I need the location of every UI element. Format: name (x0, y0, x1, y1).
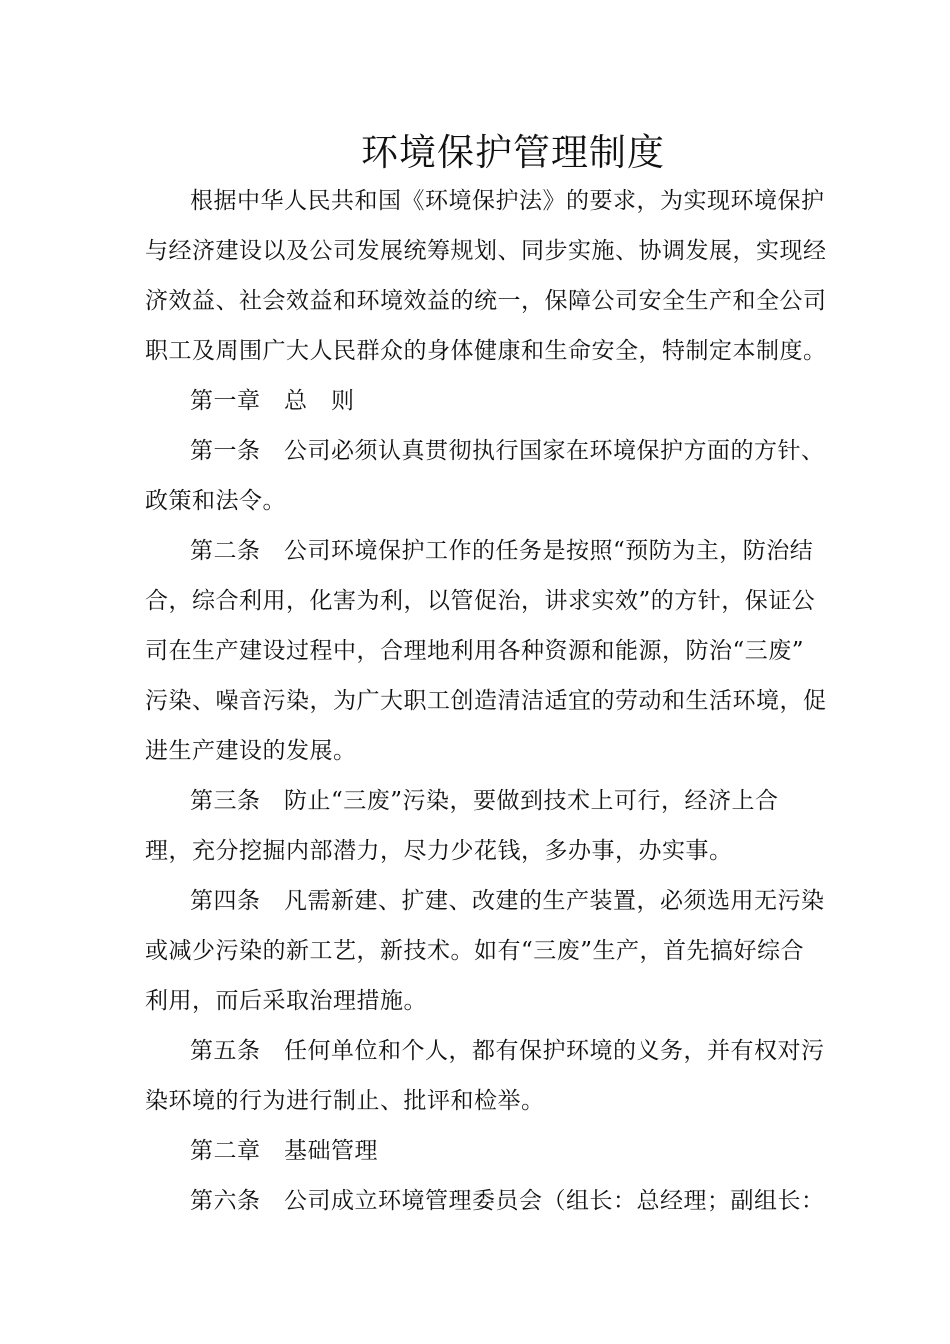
text-line-1: 根据中华人民共和国《环境保护法》的要求，为实现环境保护 (190, 188, 825, 214)
text-line-3: 济效益、社会效益和环境效益的统一，保障公司安全生产和全公司 (145, 288, 827, 314)
text-line-8: 第二条 公司环境保护工作的任务是按照“预防为主，防治结 (190, 538, 814, 564)
text-line-15: 第四条 凡需新建、扩建、改建的生产装置，必须选用无污染 (190, 888, 825, 914)
text-line-16: 或减少污染的新工艺，新技术。如有“三废”生产，首先搞好综合 (145, 938, 805, 964)
text-line-11: 污染、噪音污染，为广大职工创造清洁适宜的劳动和生活环境，促 (145, 688, 827, 714)
chapter-2-heading: 第二章 基础管理 (190, 1138, 378, 1164)
text-line-12: 进生产建设的发展。 (145, 738, 357, 764)
text-line-13: 第三条 防止“三废”污染，要做到技术上可行，经济上合 (190, 788, 779, 814)
text-line-14: 理，充分挖掘内部潜力，尽力少花钱，多办事，办实事。 (145, 838, 733, 864)
text-line-7: 政策和法令。 (145, 488, 286, 514)
text-line-18: 第五条 任何单位和个人，都有保护环境的义务，并有权对污 (190, 1038, 825, 1064)
text-line-9: 合，综合利用，化害为利，以管促治，讲求实效”的方针，保证公 (145, 588, 816, 614)
text-line-19: 染环境的行为进行制止、批评和检举。 (145, 1088, 545, 1114)
text-line-2: 与经济建设以及公司发展统筹规划、同步实施、协调发展，实现经 (145, 238, 827, 264)
text-line-4: 职工及周围广大人民群众的身体健康和生命安全，特制定本制度。 (145, 338, 827, 364)
document-title: 环境保护管理制度 (361, 131, 665, 174)
text-line-17: 利用，而后采取治理措施。 (145, 988, 427, 1014)
chapter-1-heading: 第一章 总 则 (190, 388, 355, 414)
text-line-10: 司在生产建设过程中，合理地利用各种资源和能源，防治“三废” (145, 638, 805, 664)
text-line-21: 第六条 公司成立环境管理委员会（组长：总经理；副组长： (190, 1188, 825, 1214)
text-line-6: 第一条 公司必须认真贯彻执行国家在环境保护方面的方针、 (190, 438, 825, 464)
